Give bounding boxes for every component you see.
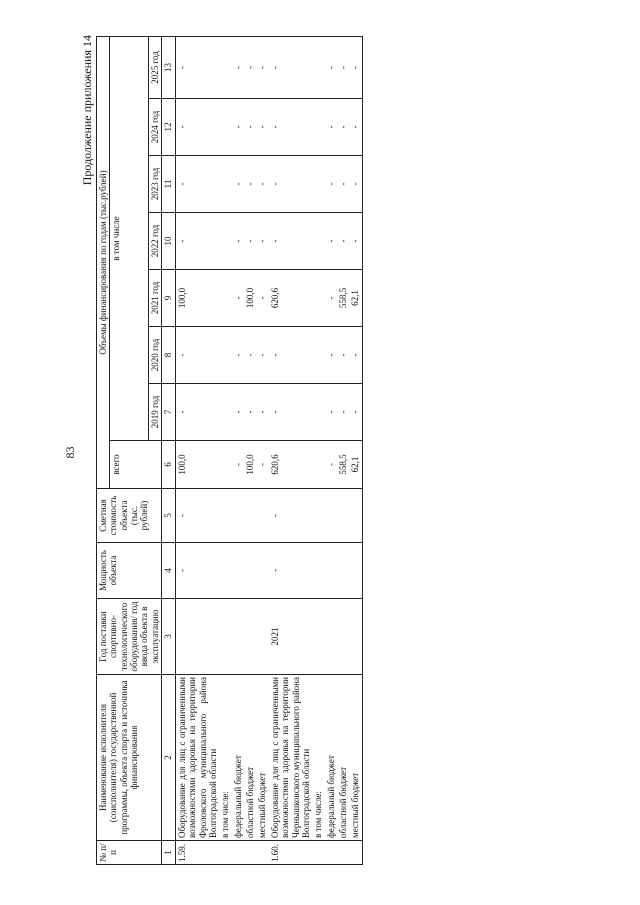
column-index: 8	[162, 327, 176, 384]
table-row	[176, 36, 220, 864]
row-num	[244, 841, 256, 865]
row-2021: 558,5	[337, 270, 349, 327]
header-2020: 2020 год	[148, 327, 161, 384]
row-2022: -	[244, 213, 256, 270]
row-2024: -	[337, 99, 349, 156]
row-num	[312, 841, 324, 865]
row-total: 62,1	[349, 441, 362, 489]
row-2025	[219, 36, 231, 98]
row-2024: -	[244, 99, 256, 156]
column-index: 11	[162, 156, 176, 213]
header-num: № п/п	[97, 841, 162, 865]
row-2020	[219, 327, 231, 384]
row-2021: 620,6	[269, 270, 312, 327]
header-2022: 2022 год	[148, 213, 161, 270]
column-index: 3	[162, 599, 176, 675]
row-2019: -	[349, 384, 362, 441]
row-2025	[312, 36, 324, 98]
row-2021: -	[256, 270, 268, 327]
row-2019: -	[269, 384, 312, 441]
row-year	[244, 599, 256, 675]
row-2020: -	[176, 327, 220, 384]
header-capacity: Мощность объекта	[97, 543, 162, 599]
row-2021: 100,0	[244, 270, 256, 327]
row-capacity	[256, 543, 268, 599]
row-year	[325, 599, 337, 675]
row-2020: -	[325, 327, 337, 384]
row-2025: -	[232, 36, 244, 98]
row-capacity	[325, 543, 337, 599]
row-2022: -	[232, 213, 244, 270]
row-2023: -	[337, 156, 349, 213]
column-index: 10	[162, 213, 176, 270]
row-2022	[312, 213, 324, 270]
row-total: -	[325, 441, 337, 489]
row-year: 2021	[269, 599, 312, 675]
row-2019: -	[325, 384, 337, 441]
row-cost	[349, 489, 362, 543]
row-year	[337, 599, 349, 675]
row-2020: -	[232, 327, 244, 384]
row-capacity	[312, 543, 324, 599]
row-2019: -	[176, 384, 220, 441]
row-name: федеральный бюджет	[325, 675, 337, 841]
row-cost: -	[269, 489, 312, 543]
row-num	[325, 841, 337, 865]
row-capacity	[337, 543, 349, 599]
row-num	[256, 841, 268, 865]
header-2021: 2021 год	[148, 270, 161, 327]
row-2024	[312, 99, 324, 156]
row-2025: -	[176, 36, 220, 98]
row-2020: -	[349, 327, 362, 384]
row-total	[219, 441, 231, 489]
row-name: местный бюджет	[349, 675, 362, 841]
row-capacity	[244, 543, 256, 599]
row-2019: -	[337, 384, 349, 441]
row-2022	[219, 213, 231, 270]
row-cost	[256, 489, 268, 543]
table-row	[269, 36, 312, 864]
row-2025: -	[256, 36, 268, 98]
header-2023: 2023 год	[148, 156, 161, 213]
row-2024: -	[176, 99, 220, 156]
row-name: местный бюджет	[256, 675, 268, 841]
row-year	[349, 599, 362, 675]
row-2023: -	[232, 156, 244, 213]
table-row	[256, 36, 268, 864]
row-2022: -	[337, 213, 349, 270]
row-2020	[312, 327, 324, 384]
column-index: 12	[162, 99, 176, 156]
header-year: Год поставки спортивно-технологического оборудования/ год ввода объекта в эксплуатацию	[97, 599, 162, 675]
table-row	[325, 36, 337, 864]
row-2025: -	[325, 36, 337, 98]
column-index-row	[162, 36, 176, 864]
row-num	[349, 841, 362, 865]
row-2023: -	[325, 156, 337, 213]
financing-table	[96, 36, 363, 865]
row-2024	[219, 99, 231, 156]
row-capacity	[349, 543, 362, 599]
row-year	[219, 599, 231, 675]
row-2019: -	[256, 384, 268, 441]
row-2022: -	[176, 213, 220, 270]
row-name: областной бюджет	[337, 675, 349, 841]
header-name: Наименование исполнителя (соисполнителя) государственной программы, объекта спорта и источника финансирования	[97, 675, 162, 841]
row-2022: -	[269, 213, 312, 270]
row-name: федеральный бюджет	[232, 675, 244, 841]
row-2023: -	[244, 156, 256, 213]
row-cost	[337, 489, 349, 543]
row-name: в том числе:	[219, 675, 231, 841]
row-cost	[232, 489, 244, 543]
row-total: 558,5	[337, 441, 349, 489]
row-2024: -	[269, 99, 312, 156]
row-2023: -	[349, 156, 362, 213]
row-2025: -	[244, 36, 256, 98]
row-year	[312, 599, 324, 675]
row-2019	[312, 384, 324, 441]
row-total: 100,0	[176, 441, 220, 489]
row-year	[176, 599, 220, 675]
column-index: 13	[162, 36, 176, 98]
table-row	[219, 36, 231, 864]
row-2020: -	[337, 327, 349, 384]
row-cost	[219, 489, 231, 543]
row-name: Оборудование для лиц с ограниченными возможностями здоровья на территории Чернышковского муниципального района Волгоградской области	[269, 675, 312, 841]
row-2021: -	[325, 270, 337, 327]
row-2024: -	[349, 99, 362, 156]
row-2024: -	[256, 99, 268, 156]
row-name: Оборудование для лиц с ограниченными возможностями здоровья на территории Фроловского муниципального района Волгоградской области	[176, 675, 220, 841]
row-2019: -	[232, 384, 244, 441]
column-index: 9	[162, 270, 176, 327]
row-total	[312, 441, 324, 489]
row-2024: -	[232, 99, 244, 156]
column-index: 6	[162, 441, 176, 489]
row-year	[256, 599, 268, 675]
row-2023: -	[269, 156, 312, 213]
column-index: 1	[162, 841, 176, 865]
row-2022: -	[256, 213, 268, 270]
header-including: в том числе	[110, 36, 148, 440]
row-capacity	[219, 543, 231, 599]
row-capacity: -	[176, 543, 220, 599]
row-2022: -	[349, 213, 362, 270]
row-2025: -	[337, 36, 349, 98]
row-2020: -	[256, 327, 268, 384]
row-cost	[325, 489, 337, 543]
row-num	[232, 841, 244, 865]
row-2020: -	[244, 327, 256, 384]
header-2025: 2025 год	[148, 36, 161, 98]
page-number: 83	[63, 446, 77, 459]
column-index: 5	[162, 489, 176, 543]
row-total: 100,0	[244, 441, 256, 489]
row-2022: -	[325, 213, 337, 270]
table-row	[244, 36, 256, 864]
table-row	[232, 36, 244, 864]
table-row	[337, 36, 349, 864]
row-2021	[219, 270, 231, 327]
row-2020: -	[269, 327, 312, 384]
column-index: 2	[162, 675, 176, 841]
row-year	[232, 599, 244, 675]
row-2021: -	[232, 270, 244, 327]
row-num: 1.60.	[269, 841, 312, 865]
row-total: 620,6	[269, 441, 312, 489]
row-cost	[312, 489, 324, 543]
row-2023	[312, 156, 324, 213]
row-2024: -	[325, 99, 337, 156]
row-total: -	[232, 441, 244, 489]
row-2025: -	[349, 36, 362, 98]
row-2023: -	[176, 156, 220, 213]
header-2019: 2019 год	[148, 384, 161, 441]
row-2019	[219, 384, 231, 441]
appendix-continuation-label: Продолжение приложения 14	[80, 35, 94, 186]
row-cost	[244, 489, 256, 543]
row-2021	[312, 270, 324, 327]
row-2023: -	[256, 156, 268, 213]
table-row	[312, 36, 324, 864]
row-2025: -	[269, 36, 312, 98]
row-2023	[219, 156, 231, 213]
header-total: всего	[110, 441, 162, 489]
row-num	[337, 841, 349, 865]
row-2019: -	[244, 384, 256, 441]
table-row	[349, 36, 362, 864]
row-num: 1.59.	[176, 841, 220, 865]
column-index: 7	[162, 384, 176, 441]
header-2024: 2024 год	[148, 99, 161, 156]
header-volumes: Объемы финансирования по годам (тыс.рублей)	[97, 36, 110, 488]
row-name: областной бюджет	[244, 675, 256, 841]
row-name: в том числе:	[312, 675, 324, 841]
row-num	[219, 841, 231, 865]
row-total: -	[256, 441, 268, 489]
header-cost: Сметная стоимость объекта (тыс. рублей)	[97, 489, 162, 543]
row-2021: 62,1	[349, 270, 362, 327]
row-capacity: -	[269, 543, 312, 599]
row-2021: 100,0	[176, 270, 220, 327]
column-index: 4	[162, 543, 176, 599]
row-cost: -	[176, 489, 220, 543]
row-capacity	[232, 543, 244, 599]
